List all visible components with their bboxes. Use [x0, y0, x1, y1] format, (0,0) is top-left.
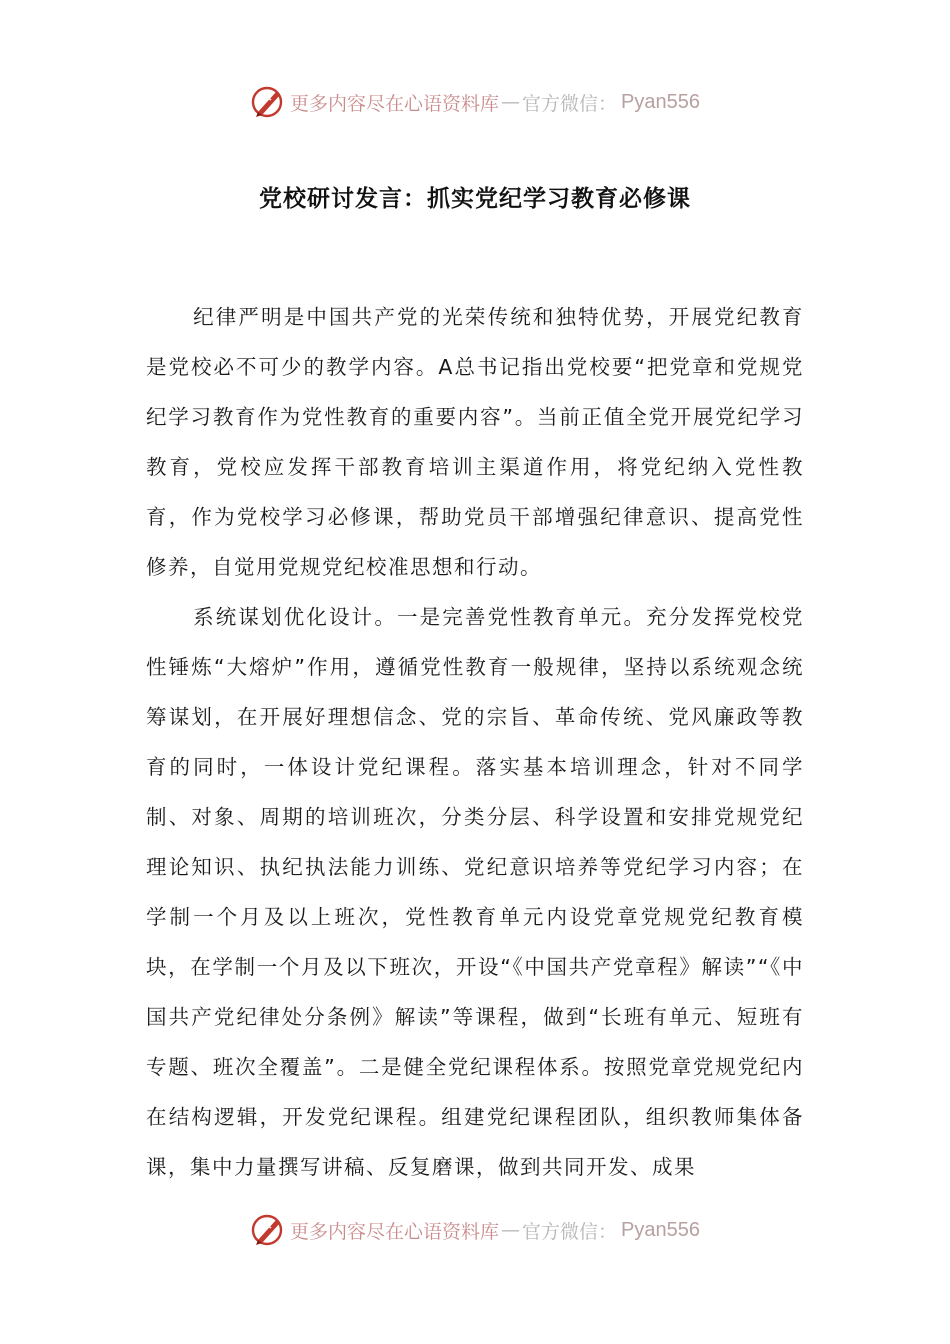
header-separator: — [501, 91, 521, 113]
footer-site-text: 更多内容尽在心语资料库 [290, 1220, 500, 1243]
pen-logo-icon [250, 84, 286, 120]
header-wechat-id: Pyan556 [621, 90, 700, 113]
pen-logo-icon [250, 1212, 286, 1248]
header-wechat-label: 官方微信： [522, 92, 618, 115]
header-banner [0, 82, 950, 122]
footer-wechat-label: 官方微信： [522, 1220, 618, 1243]
paragraph-1: 纪律严明是中国共产党的光荣传统和独特优势，开展党纪教育是党校必不可少的教学内容。A总书记指出党校要“把党章和党规党纪学习教育作为党性教育的重要内容”。当前正值全党开展党纪学习教育，党校应发挥干部教育培训主渠道作用，将党纪纳入党性教育，作为党校学习必修课，帮助党员干部增强纪律意识、提高党性修养，自觉用党规党纪校准思想和行动。 [146, 305, 804, 579]
footer-wechat-id: Pyan556 [621, 1218, 700, 1241]
paragraph-2: 系统谋划优化设计。一是完善党性教育单元。充分发挥党校党性锤炼“大熔炉”作用，遵循党性教育一般规律，坚持以系统观念统筹谋划，在开展好理想信念、党的宗旨、革命传统、党风廉政等教育的同时，一体设计党纪课程。落实基本培训理念，针对不同学制、对象、周期的培训班次，分类分层、科学设置和安排党规党纪理论知识、执纪执法能力训练、党纪意识培养等党纪学习内容；在学制一个月及以上班次，党性教育单元内设党章党规党纪教育模块，在学制一个月及以下班次，开设“《中国共产党章程》解读”“《中国共产党纪律处分条例》解读”等课程，做到“长班有单元、短班有专题、班次全覆盖”。二是健全党纪课程体系。按照党章党规党纪内在结构逻辑，开发党纪课程。组建党纪课程团队，组织教师集体备课，集中力量撰写讲稿、反复磨课，做到共同开发、成果 [146, 605, 804, 1179]
document-body [146, 292, 804, 1192]
footer-separator: — [501, 1219, 521, 1241]
document-title: 党校研讨发言：抓实党纪学习教育必修课 [259, 186, 691, 212]
header-site-text: 更多内容尽在心语资料库 [290, 92, 500, 115]
footer-banner [0, 1210, 950, 1250]
